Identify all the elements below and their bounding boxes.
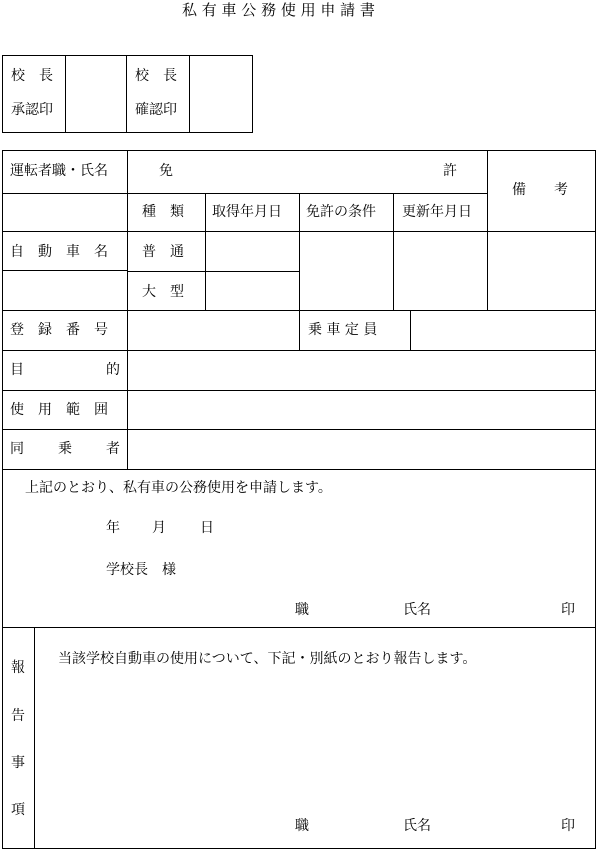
license-heading-right: 許 [443,163,457,179]
principal-approval-label-line1: 校 長 [11,68,53,84]
license-heading-left: 免 [159,163,173,179]
passengers-label-right: 者 [106,441,120,457]
report-label-char-1: 報 [11,660,25,676]
principal-confirm-label-cell [127,56,190,133]
passengers-label-left: 同 [10,441,24,457]
date-year: 年 [106,520,120,536]
principal-confirm-stamp-box[interactable] [190,56,253,133]
reporter-name-label: 氏名 [403,818,431,834]
form-title: 私 有 車 公 務 使 用 申 請 書 [182,1,375,19]
principal-confirm-label-line2: 確認印 [135,102,177,118]
driver-label: 運転者職・氏名 [10,163,108,179]
approval-stamp-table [2,55,253,133]
principal-approval-label-cell [3,56,66,133]
applicant-seal-mark: 印 [561,602,575,618]
registration-number-label: 登 録 番 号 [10,322,108,338]
usage-scope-label: 使 用 範 囲 [10,402,108,418]
applicant-name-label: 氏名 [403,602,431,618]
application-statement: 上記のとおり、私有車の公務使用を申請します。 [25,480,332,496]
principal-approval-label-line2: 承認印 [11,102,53,118]
remarks-heading: 備 考 [512,182,568,198]
passengers-label-mid: 乗 [58,441,72,457]
passenger-capacity-label: 乗 車 定 員 [308,322,378,338]
reporter-post-label: 職 [295,818,309,834]
license-col-conditions: 免許の条件 [306,204,376,220]
addressee: 学校長 様 [106,562,176,578]
license-col-acquired-date: 取得年月日 [212,204,282,220]
license-type-regular: 普 通 [142,244,184,260]
license-type-large: 大 型 [142,284,184,300]
report-label-char-3: 事 [11,755,25,771]
reporter-seal-mark: 印 [561,818,575,834]
report-label-char-2: 告 [11,708,25,724]
purpose-label-right: 的 [106,362,120,378]
vehicle-name-label: 自 動 車 名 [10,244,108,260]
report-statement: 当該学校自動車の使用について、下記・別紙のとおり報告します。 [58,651,477,667]
date-day: 日 [200,520,214,536]
applicant-post-label: 職 [295,602,309,618]
purpose-label-left: 目 [10,362,24,378]
report-label-char-4: 項 [11,802,25,818]
principal-confirm-label-line1: 校 長 [135,68,177,84]
license-col-renewal-date: 更新年月日 [402,204,472,220]
license-col-type: 種 類 [142,204,184,220]
principal-approval-stamp-box[interactable] [66,56,127,133]
date-month: 月 [152,520,166,536]
